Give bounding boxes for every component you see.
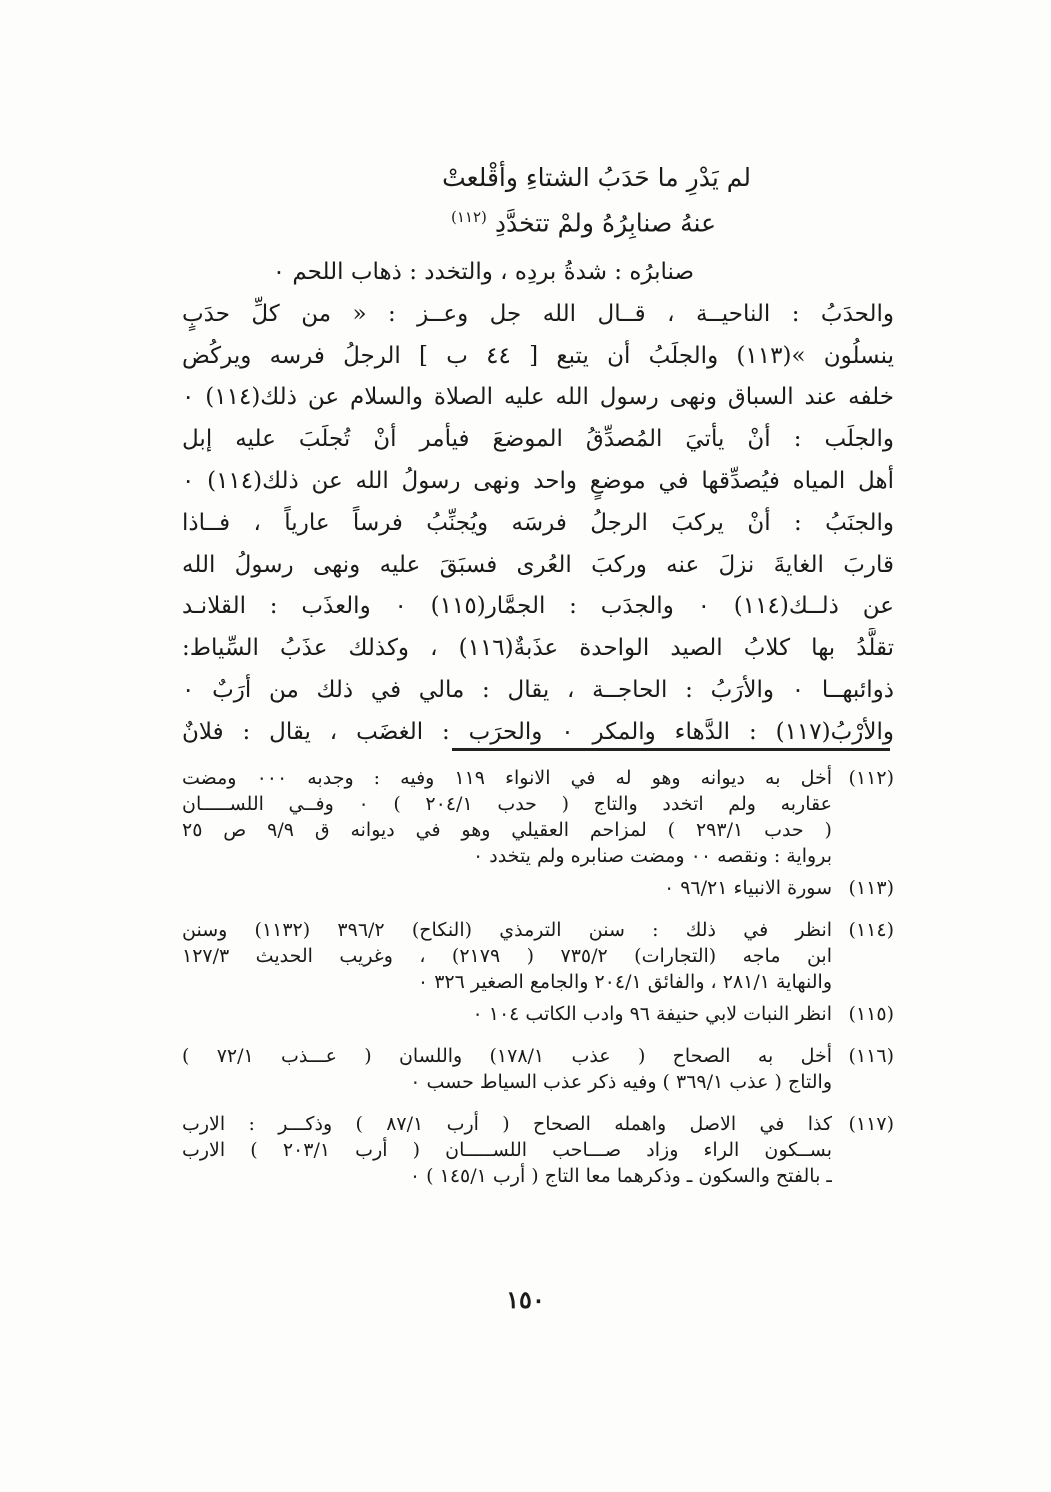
verse-line-2 bbox=[451, 208, 716, 237]
body-line: والجلَب : أنْ يأتيَ المُصدِّقُ الموضعَ فيأمر أنْ تُجلَبَ عليه إبل bbox=[182, 426, 894, 453]
body-line: تقلَّدُ بها كلابُ الصيد الواحدة عذَبةٌ(١١٦) ، وكذلك عذَبُ السِّياط: bbox=[182, 635, 894, 662]
footnote-line: والتاج ( عذب ٣٦٩/١ ) وفيه ذكر عذب السياط حسب ٠ bbox=[410, 1071, 832, 1093]
footnote-line: والنهاية ٢٨١/١ ، والفائق ٢٠٤/١ والجامع الصغير ٣٢٦ ٠ bbox=[417, 971, 832, 993]
footnote-text bbox=[182, 1043, 832, 1095]
footnote-line: بســكون الراء وزاد صـــاحب اللســـــان ( أرب ٢٠٣/١ ) الارب bbox=[182, 1139, 832, 1161]
body-line: عن ذلــك(١١٤) ٠ والجدَب : الجمَّار(١١٥) ٠ والعذَب : القلانـد bbox=[182, 593, 894, 620]
footnote-number: (١١٢) bbox=[848, 767, 894, 789]
verse-line-1-text: لم يَدْرِ ما حَدَبُ الشتاءِ وأقْلعتْ bbox=[442, 163, 751, 192]
footnote-113 bbox=[182, 875, 894, 901]
footnote-line: انظر النبات لابي حنيفة ٩٦ وادب الكاتب ١٠٤ ٠ bbox=[472, 1003, 832, 1025]
body-line: خلفه عند السباق ونهى رسول الله عليه الصلاة والسلام عن ذلك(١١٤) ٠ bbox=[182, 384, 894, 411]
footnote-number: (١١٥) bbox=[848, 1003, 894, 1025]
body-line: والأرْبُ(١١٧) : الدَّهاء والمكر ٠ والحرَب : الغضَب ، يقال : فلانٌ bbox=[182, 718, 894, 745]
footnote-divider bbox=[452, 748, 890, 751]
footnote-116 bbox=[182, 1043, 894, 1095]
footnote-number: (١١٧) bbox=[848, 1113, 894, 1135]
footnote-text bbox=[182, 765, 832, 869]
body-line: صنابرُه : شدةُ بردِه ، والتخدد : ذهاب اللحم ٠ bbox=[272, 259, 694, 285]
footnote-text bbox=[182, 1111, 832, 1189]
footnote-text bbox=[182, 917, 832, 995]
footnote-text bbox=[182, 875, 832, 901]
footnote-117 bbox=[182, 1111, 894, 1189]
body-line: ينسلُون »(١١٣) والجلَبُ أن يتبع [ ٤٤ ب ] الرجلُ فرسه ويركُض bbox=[182, 342, 894, 369]
footnote-line: كذا في الاصل واهمله الصحاح ( أرب ٨٧/١ ) وذكـــر : الارب bbox=[182, 1113, 832, 1135]
footnote-line: سورة الانبياء ٩٦/٢١ ٠ bbox=[663, 877, 832, 899]
body-line: والجنَبُ : أنْ يركبَ الرجلُ فرسَه ويُجنِّبُ فرساً عارياً ، فــاذا bbox=[182, 509, 894, 536]
footnote-line: انظر في ذلك : سنن الترمذي (النكاح) ٣٩٦/٢ (١١٣٢) وسنن bbox=[182, 919, 832, 941]
footnote-line: برواية : ونقصه ٠٠ ومضت صنابره ولم يتخدد ٠ bbox=[472, 845, 832, 867]
footnote-number: (١١٣) bbox=[848, 877, 894, 899]
body-line: قاربَ الغايةَ نزلَ عنه وركبَ العُرى فسبَقَ عليه ونهى رسولُ الله bbox=[182, 551, 894, 578]
verse-line-2-text: عنهُ صنابِرُهُ ولمْ تتخدَّدِ bbox=[494, 208, 716, 238]
footnote-line: ابن ماجه (التجارات) ٧٣٥/٢ ( ٢١٧٩) ، وغريب الحديث ١٢٧/٣ bbox=[182, 945, 832, 967]
footnote-112 bbox=[182, 765, 894, 869]
footnote-line: أخل به ديوانه وهو له في الانواء ١١٩ وفيه : وجدبه ٠٠٠ ومضت bbox=[182, 767, 832, 789]
verse-footnote-ref: (١١٢) bbox=[450, 208, 487, 226]
body-line: ذوائبهــا ٠ والأرَبُ : الحاجــة ، يقال : مالي في ذلك من أرَبٌ ٠ bbox=[182, 676, 894, 703]
footnote-number: (١١٦) bbox=[848, 1045, 894, 1067]
footnotes bbox=[182, 765, 894, 1195]
footnote-114 bbox=[182, 917, 894, 995]
footnote-line: ( حدب ٢٩٣/١ ) لمزاحم العقيلي وهو في ديوانه ق ٩/٩ ص ٢٥ bbox=[182, 819, 832, 841]
body-line: أهل المياه فيُصدِّقها في موضعٍ واحد ونهى رسولُ الله عن ذلك(١١٤) ٠ bbox=[182, 467, 894, 494]
footnote-115 bbox=[182, 1001, 894, 1027]
body-text bbox=[182, 252, 894, 754]
page-number: ١٥٠ bbox=[506, 1285, 545, 1314]
footnote-text bbox=[182, 1001, 832, 1027]
footnote-number: (١١٤) bbox=[848, 919, 894, 941]
footnote-line: أخل به الصحاح ( عذب ١٧٨/١) واللسان ( عـــذب ٧٢/١ ) bbox=[182, 1045, 832, 1067]
footnote-line: ـ بالفتح والسكون ـ وذكرهما معا التاج ( أرب ١٤٥/١ ) ٠ bbox=[409, 1165, 832, 1187]
verse-line-1 bbox=[442, 163, 751, 192]
footnote-line: عقاربه ولم اتخدد والتاج ( حدب ٢٠٤/١ ) ٠ وفــي اللســـــان bbox=[182, 793, 832, 815]
body-line: والحدَبُ : الناحيــة ، قــال الله جل وعــز : « من كلِّ حدَبٍ bbox=[182, 300, 894, 327]
